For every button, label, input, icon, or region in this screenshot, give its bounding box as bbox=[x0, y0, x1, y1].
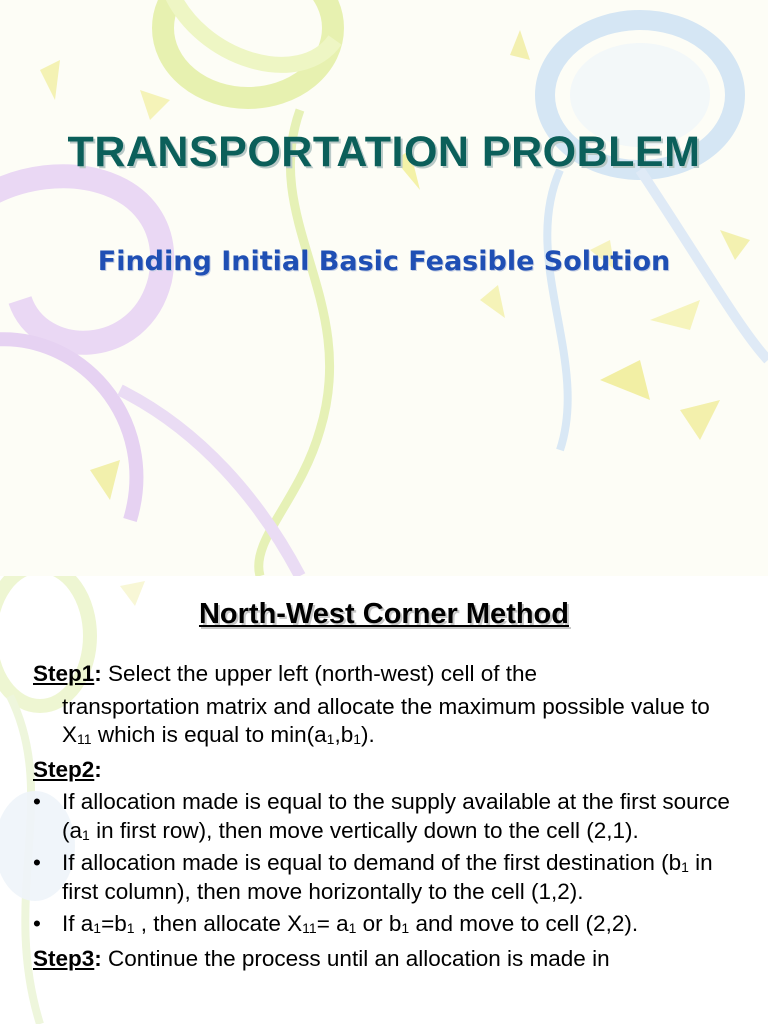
step2-colon: : bbox=[94, 756, 102, 782]
step1-text-c: ,b bbox=[334, 722, 354, 747]
step2-paragraph bbox=[33, 756, 733, 785]
step3-label: Step3 bbox=[33, 945, 95, 971]
step1-colon: : bbox=[94, 661, 102, 686]
bullet2-text-b: in first column), then move horizontally to the cell (1,2). bbox=[62, 850, 713, 904]
bullet1-text-b: in first row), then move vertically down to the cell (2,1). bbox=[89, 817, 639, 843]
bullet3-sub-4: 1 bbox=[348, 920, 357, 936]
bullet3-sub-1: 1 bbox=[93, 920, 102, 936]
bullet3-text-c: , then allocate X bbox=[134, 911, 303, 936]
bullet2-text-a: If allocation made is equal to demand of the first destination (b bbox=[62, 850, 682, 875]
step1-text-d: ). bbox=[361, 722, 375, 747]
bullet3-text-b: =b bbox=[101, 911, 127, 936]
method-slide bbox=[0, 576, 768, 1024]
step2-bullet-3 bbox=[33, 910, 733, 939]
step1-text-b: which is equal to min(a bbox=[91, 722, 327, 747]
bullet3-text-e: or b bbox=[356, 911, 402, 936]
step1-text-line1: Select the upper left (north-west) cell of the bbox=[101, 661, 537, 686]
step1-label: Step1 bbox=[33, 661, 95, 686]
bullet3-sub-2: 1 bbox=[126, 920, 135, 936]
step3-text: Continue the process until an allocation is made in bbox=[101, 945, 610, 971]
bullet3-text-d: = a bbox=[316, 911, 349, 936]
bullet3-text-f: and move to cell (2,2). bbox=[409, 911, 639, 936]
step1-sub-b1: 1 bbox=[353, 731, 362, 747]
step2-bullet-1 bbox=[33, 788, 733, 845]
step1-paragraph bbox=[33, 660, 733, 750]
step3-colon: : bbox=[94, 945, 102, 971]
method-steps bbox=[33, 660, 733, 975]
bullet-dot: • bbox=[33, 789, 41, 814]
method-heading: North-West Corner Method bbox=[198, 598, 569, 630]
step1-continuation bbox=[33, 693, 733, 750]
bullet3-sub-5: 1 bbox=[401, 920, 410, 936]
bullet-dot: • bbox=[33, 911, 41, 936]
step2-label: Step2 bbox=[33, 756, 95, 782]
step1-text-a: transportation matrix and allocate the maximum possible value to X bbox=[62, 693, 710, 747]
bullet1-text-a: If allocation made is equal to the supply available at the first source (a bbox=[62, 789, 730, 843]
bullet1-sub: 1 bbox=[82, 826, 90, 843]
bullet-dot: • bbox=[33, 850, 41, 875]
slide-subtitle: Finding Initial Basic Feasible Solution bbox=[97, 246, 671, 277]
bullet3-sub-3: 11 bbox=[302, 920, 317, 936]
slide-title: TRANSPORTATION PROBLEM bbox=[67, 128, 701, 176]
step1-sub-a1: 1 bbox=[326, 731, 335, 747]
step1-sub-x11: 11 bbox=[77, 731, 92, 747]
bullet3-text-a: If a bbox=[62, 911, 94, 936]
step3-paragraph bbox=[33, 945, 733, 974]
step2-bullet-2 bbox=[33, 849, 733, 906]
bullet2-sub: 1 bbox=[681, 859, 689, 875]
